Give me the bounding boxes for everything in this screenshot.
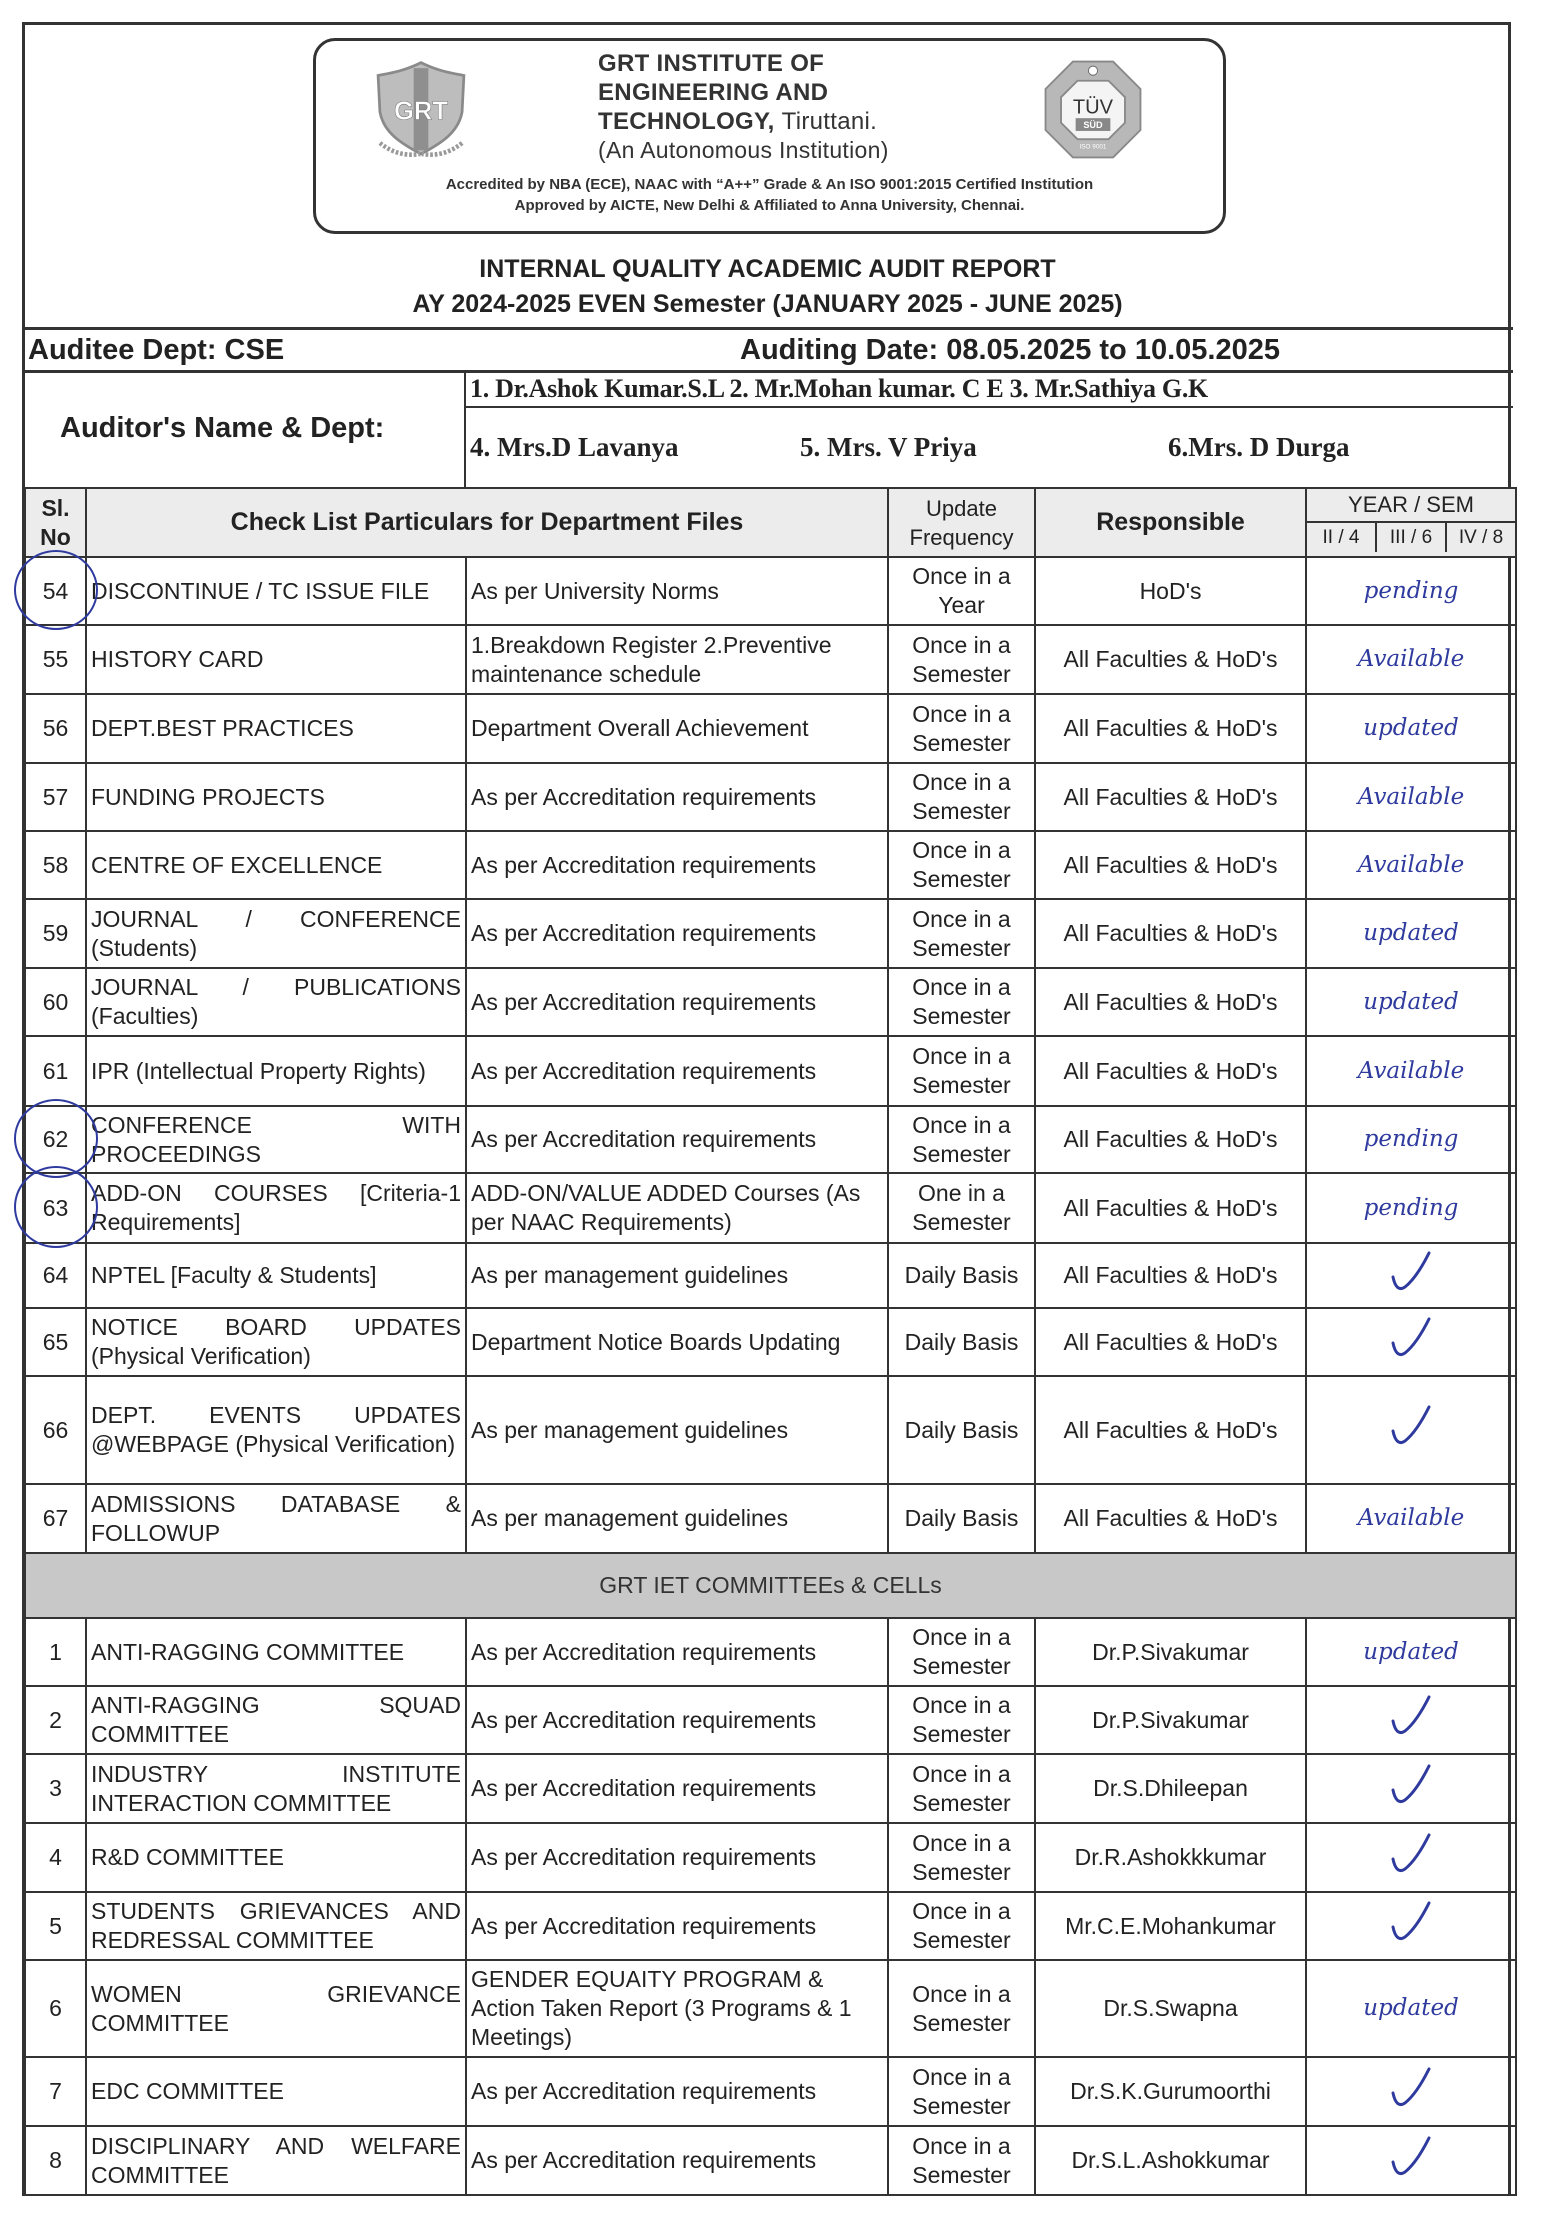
table-row	[25, 694, 1516, 763]
row-item: NPTEL [Faculty & Students]	[86, 1243, 466, 1308]
row-description: As per Accreditation requirements	[466, 2126, 888, 2195]
row-sl-no: 62	[25, 1106, 86, 1173]
row-responsible: Dr.S.Swapna	[1035, 1960, 1306, 2057]
table-row	[25, 1686, 1516, 1754]
row-description: Department Overall Achievement	[466, 694, 888, 763]
row-status	[1306, 1892, 1516, 1960]
row-status	[1306, 625, 1516, 694]
tuv-logo-text: TÜV	[1072, 96, 1114, 119]
row-status	[1306, 1173, 1516, 1243]
row-responsible: Dr.R.Ashokkkumar	[1035, 1823, 1306, 1892]
header-checklist: Check List Particulars for Department Files	[86, 488, 888, 557]
report-subtitle: AY 2024-2025 EVEN Semester (JANUARY 2025 - JUNE 2025)	[412, 290, 1123, 318]
row-status	[1306, 1754, 1516, 1823]
section-band	[25, 1553, 1516, 1618]
row-status	[1306, 1308, 1516, 1376]
row-sl-no: 67	[25, 1484, 86, 1553]
status-text: updated	[1363, 715, 1459, 741]
status-text: Available	[1357, 1505, 1465, 1531]
table-row	[25, 1618, 1516, 1686]
row-status	[1306, 1686, 1516, 1754]
table-row	[25, 1036, 1516, 1106]
check-mark-icon	[1381, 1401, 1441, 1451]
header-year-sem	[1306, 488, 1516, 557]
row-item: DISCONTINUE / TC ISSUE FILE	[86, 557, 466, 625]
table-row	[25, 1106, 1516, 1173]
grt-logo-text: GRT	[394, 97, 448, 126]
row-frequency: Once in a Semester	[888, 694, 1035, 763]
header-frequency: Update Frequency	[888, 488, 1035, 557]
table-row	[25, 1173, 1516, 1243]
row-description: As per Accreditation requirements	[466, 1106, 888, 1173]
row-sl-no: 1	[25, 1618, 86, 1686]
table-row	[25, 625, 1516, 694]
row-description: As per management guidelines	[466, 1243, 888, 1308]
row-item: INDUSTRY INSTITUTE INTERACTION COMMITTEE	[86, 1754, 466, 1823]
row-description: 1.Breakdown Register 2.Preventive maintenance schedule	[466, 625, 888, 694]
iso-logo-text: ISO 9001	[1079, 143, 1107, 151]
table-row	[25, 831, 1516, 899]
accreditation-line: Accredited by NBA (ECE), NAAC with “A++” Grade & An ISO 9001:2015 Certified Institution	[445, 176, 1094, 193]
row-responsible: All Faculties & HoD's	[1035, 694, 1306, 763]
row-description: As per management guidelines	[466, 1376, 888, 1484]
table-row	[25, 763, 1516, 831]
row-frequency: Daily Basis	[888, 1243, 1035, 1308]
row-frequency: Once in a Semester	[888, 1036, 1035, 1106]
row-item: NOTICE BOARD UPDATES (Physical Verification)	[86, 1308, 466, 1376]
table-row	[25, 1892, 1516, 1960]
row-description: Department Notice Boards Updating	[466, 1308, 888, 1376]
row-responsible: All Faculties & HoD's	[1035, 1376, 1306, 1484]
row-responsible: Dr.S.K.Gurumoorthi	[1035, 2057, 1306, 2126]
row-sl-no: 58	[25, 831, 86, 899]
institution-name-line2: ENGINEERING AND	[598, 79, 829, 106]
row-frequency: One in a Semester	[888, 1173, 1035, 1243]
institution-name	[598, 49, 889, 165]
row-sl-no: 61	[25, 1036, 86, 1106]
row-sl-no: 57	[25, 763, 86, 831]
row-sl-no: 64	[25, 1243, 86, 1308]
row-responsible: Dr.P.Sivakumar	[1035, 1618, 1306, 1686]
row-status	[1306, 1036, 1516, 1106]
approval-line: Approved by AICTE, New Delhi & Affiliated to Anna University, Chennai.	[514, 197, 1025, 214]
row-item: IPR (Intellectual Property Rights)	[86, 1036, 466, 1106]
row-sl-no: 59	[25, 899, 86, 968]
row-status	[1306, 1823, 1516, 1892]
check-mark-icon	[1381, 1691, 1441, 1741]
row-frequency: Once in a Semester	[888, 968, 1035, 1036]
row-sl-no: 3	[25, 1754, 86, 1823]
section-title: GRT IET COMMITTEEs & CELLs	[25, 1553, 1516, 1618]
status-text: updated	[1363, 1638, 1459, 1665]
row-description: As per Accreditation requirements	[466, 1892, 888, 1960]
tuv-sud-certification-logo-icon	[1038, 57, 1148, 162]
row-item: STUDENTS GRIEVANCES AND REDRESSAL COMMITTEE	[86, 1892, 466, 1960]
check-mark-icon	[1381, 1313, 1441, 1363]
row-responsible: HoD's	[1035, 557, 1306, 625]
table-row	[25, 1960, 1516, 2057]
auditor-6: 6.Mrs. D Durga	[1168, 432, 1350, 462]
row-frequency: Once in a Semester	[888, 831, 1035, 899]
status-text: Available	[1357, 646, 1465, 672]
institution-status: (An Autonomous Institution)	[598, 137, 889, 163]
row-frequency: Once in a Semester	[888, 1106, 1035, 1173]
auditors-line1: 1. Dr.Ashok Kumar.S.L 2. Mr.Mohan kumar. C E 3. Mr.Sathiya G.K	[470, 374, 1208, 403]
year-sem-col-ii-4: II / 4	[1322, 527, 1360, 548]
row-item: EDC COMMITTEE	[86, 2057, 466, 2126]
row-sl-no: 60	[25, 968, 86, 1036]
table-row	[25, 1243, 1516, 1308]
row-sl-no: 8	[25, 2126, 86, 2195]
row-sl-no: 6	[25, 1960, 86, 2057]
row-item: JOURNAL / CONFERENCE (Students)	[86, 899, 466, 968]
row-item: R&D COMMITTEE	[86, 1823, 466, 1892]
row-item: ADD-ON COURSES [Criteria-1 Requirements]	[86, 1173, 466, 1243]
divider	[465, 406, 1513, 408]
row-sl-no: 65	[25, 1308, 86, 1376]
institution-name-line3: TECHNOLOGY,	[598, 108, 775, 135]
row-sl-no: 66	[25, 1376, 86, 1484]
auditor-label: Auditor's Name & Dept:	[60, 412, 385, 444]
row-item: HISTORY CARD	[86, 625, 466, 694]
row-description: As per Accreditation requirements	[466, 968, 888, 1036]
row-frequency: Once in a Year	[888, 557, 1035, 625]
row-item: DEPT.BEST PRACTICES	[86, 694, 466, 763]
row-description: As per Accreditation requirements	[466, 1036, 888, 1106]
auditor-5: 5. Mrs. V Priya	[800, 432, 977, 462]
row-frequency: Once in a Semester	[888, 2057, 1035, 2126]
header-sl-no: Sl. No	[25, 488, 86, 557]
row-status	[1306, 968, 1516, 1036]
row-sl-no: 5	[25, 1892, 86, 1960]
row-responsible: All Faculties & HoD's	[1035, 1173, 1306, 1243]
row-description: As per Accreditation requirements	[466, 831, 888, 899]
row-responsible: All Faculties & HoD's	[1035, 1308, 1306, 1376]
row-description: As per Accreditation requirements	[466, 2057, 888, 2126]
table-header-row	[25, 488, 1516, 557]
row-sl-no: 55	[25, 625, 86, 694]
row-item: CENTRE OF EXCELLENCE	[86, 831, 466, 899]
row-item: ADMISSIONS DATABASE & FOLLOWUP	[86, 1484, 466, 1553]
row-description: As per Accreditation requirements	[466, 763, 888, 831]
row-responsible: All Faculties & HoD's	[1035, 831, 1306, 899]
row-responsible: Dr.S.Dhileepan	[1035, 1754, 1306, 1823]
table-row	[25, 1308, 1516, 1376]
row-sl-no: 2	[25, 1686, 86, 1754]
row-responsible: All Faculties & HoD's	[1035, 1106, 1306, 1173]
row-sl-no: 7	[25, 2057, 86, 2126]
row-frequency: Once in a Semester	[888, 1754, 1035, 1823]
row-item: WOMEN GRIEVANCE COMMITTEE	[86, 1960, 466, 2057]
table-row	[25, 1376, 1516, 1484]
audit-checklist-table	[24, 487, 1517, 2196]
table-row	[25, 1823, 1516, 1892]
grt-shield-logo-icon	[366, 59, 476, 164]
check-mark-icon	[1381, 2063, 1441, 2113]
row-frequency: Once in a Semester	[888, 1823, 1035, 1892]
row-sl-no: 4	[25, 1823, 86, 1892]
row-responsible: All Faculties & HoD's	[1035, 763, 1306, 831]
auditing-date: Auditing Date: 08.05.2025 to 10.05.2025	[740, 334, 1280, 366]
row-frequency: Once in a Semester	[888, 2126, 1035, 2195]
row-responsible: All Faculties & HoD's	[1035, 1243, 1306, 1308]
status-text: Available	[1357, 851, 1465, 878]
status-text: pending	[1363, 577, 1459, 604]
row-frequency: Once in a Semester	[888, 625, 1035, 694]
check-mark-icon	[1381, 2132, 1441, 2182]
row-item: ANTI-RAGGING SQUAD COMMITTEE	[86, 1686, 466, 1754]
table-row	[25, 899, 1516, 968]
row-responsible: All Faculties & HoD's	[1035, 1036, 1306, 1106]
row-item: ANTI-RAGGING COMMITTEE	[86, 1618, 466, 1686]
row-status	[1306, 1106, 1516, 1173]
status-text: updated	[1363, 988, 1459, 1015]
institution-place: Tiruttani.	[781, 108, 878, 135]
table-row	[25, 557, 1516, 625]
row-description: ADD-ON/VALUE ADDED Courses (As per NAAC Requirements)	[466, 1173, 888, 1243]
divider	[464, 370, 466, 487]
row-frequency: Once in a Semester	[888, 1618, 1035, 1686]
row-responsible: All Faculties & HoD's	[1035, 968, 1306, 1036]
row-item: CONFERENCE WITH PROCEEDINGS	[86, 1106, 466, 1173]
table-row	[25, 1754, 1516, 1823]
row-description: GENDER EQUAITY PROGRAM & Action Taken Report (3 Programs & 1 Meetings)	[466, 1960, 888, 2057]
row-frequency: Daily Basis	[888, 1376, 1035, 1484]
row-status	[1306, 2126, 1516, 2195]
status-text: Available	[1357, 1057, 1465, 1084]
row-description: As per management guidelines	[466, 1484, 888, 1553]
row-frequency: Once in a Semester	[888, 763, 1035, 831]
row-item: JOURNAL / PUBLICATIONS (Faculties)	[86, 968, 466, 1036]
row-item: DEPT. EVENTS UPDATES @WEBPAGE (Physical Verification)	[86, 1376, 466, 1484]
table-row	[25, 2057, 1516, 2126]
row-frequency: Once in a Semester	[888, 1892, 1035, 1960]
row-status	[1306, 2057, 1516, 2126]
check-mark-icon	[1381, 1897, 1441, 1947]
status-text: updated	[1363, 920, 1459, 946]
row-status	[1306, 1376, 1516, 1484]
row-item: DISCIPLINARY AND WELFARE COMMITTEE	[86, 2126, 466, 2195]
status-text: pending	[1363, 1126, 1459, 1152]
row-frequency: Once in a Semester	[888, 1960, 1035, 2057]
institution-name-line1: GRT INSTITUTE OF	[598, 50, 825, 77]
table-row	[25, 1484, 1516, 1553]
row-status	[1306, 1484, 1516, 1553]
row-status	[1306, 694, 1516, 763]
row-status	[1306, 831, 1516, 899]
table-row	[25, 2126, 1516, 2195]
row-status	[1306, 557, 1516, 625]
status-text: pending	[1363, 1194, 1459, 1221]
year-sem-col-iii-6: III / 6	[1375, 523, 1445, 552]
row-item: FUNDING PROJECTS	[86, 763, 466, 831]
row-frequency: Daily Basis	[888, 1308, 1035, 1376]
row-status	[1306, 1960, 1516, 2057]
divider	[24, 370, 1513, 373]
row-responsible: Mr.C.E.Mohankumar	[1035, 1892, 1306, 1960]
status-text: updated	[1363, 1995, 1459, 2021]
row-status	[1306, 899, 1516, 968]
report-title: INTERNAL QUALITY ACADEMIC AUDIT REPORT	[479, 255, 1056, 283]
check-mark-icon	[1381, 1760, 1441, 1810]
sud-logo-text: SÜD	[1083, 120, 1103, 131]
row-responsible: All Faculties & HoD's	[1035, 899, 1306, 968]
row-description: As per Accreditation requirements	[466, 1754, 888, 1823]
status-text: Available	[1357, 783, 1465, 810]
row-status	[1306, 1243, 1516, 1308]
row-sl-no: 56	[25, 694, 86, 763]
row-description: As per Accreditation requirements	[466, 1823, 888, 1892]
auditor-4: 4. Mrs.D Lavanya	[470, 432, 679, 462]
row-frequency: Once in a Semester	[888, 899, 1035, 968]
check-mark-icon	[1381, 1829, 1441, 1879]
row-responsible: All Faculties & HoD's	[1035, 625, 1306, 694]
row-status	[1306, 763, 1516, 831]
row-status	[1306, 1618, 1516, 1686]
row-frequency: Once in a Semester	[888, 1686, 1035, 1754]
row-responsible: Dr.S.L.Ashokkumar	[1035, 2126, 1306, 2195]
row-sl-no: 54	[25, 557, 86, 625]
divider	[24, 327, 1513, 330]
year-sem-col-iv-8: IV / 8	[1445, 523, 1515, 552]
row-description: As per University Norms	[466, 557, 888, 625]
row-description: As per Accreditation requirements	[466, 1618, 888, 1686]
header-responsible: Responsible	[1035, 488, 1306, 557]
row-description: As per Accreditation requirements	[466, 899, 888, 968]
institution-header	[313, 38, 1226, 234]
row-description: As per Accreditation requirements	[466, 1686, 888, 1754]
row-frequency: Daily Basis	[888, 1484, 1035, 1553]
year-sem-label: YEAR / SEM	[1348, 492, 1474, 517]
check-mark-icon	[1381, 1247, 1441, 1297]
auditee-dept: Auditee Dept: CSE	[28, 334, 285, 366]
row-sl-no: 63	[25, 1173, 86, 1243]
table-row	[25, 968, 1516, 1036]
row-responsible: Dr.P.Sivakumar	[1035, 1686, 1306, 1754]
row-responsible: All Faculties & HoD's	[1035, 1484, 1306, 1553]
